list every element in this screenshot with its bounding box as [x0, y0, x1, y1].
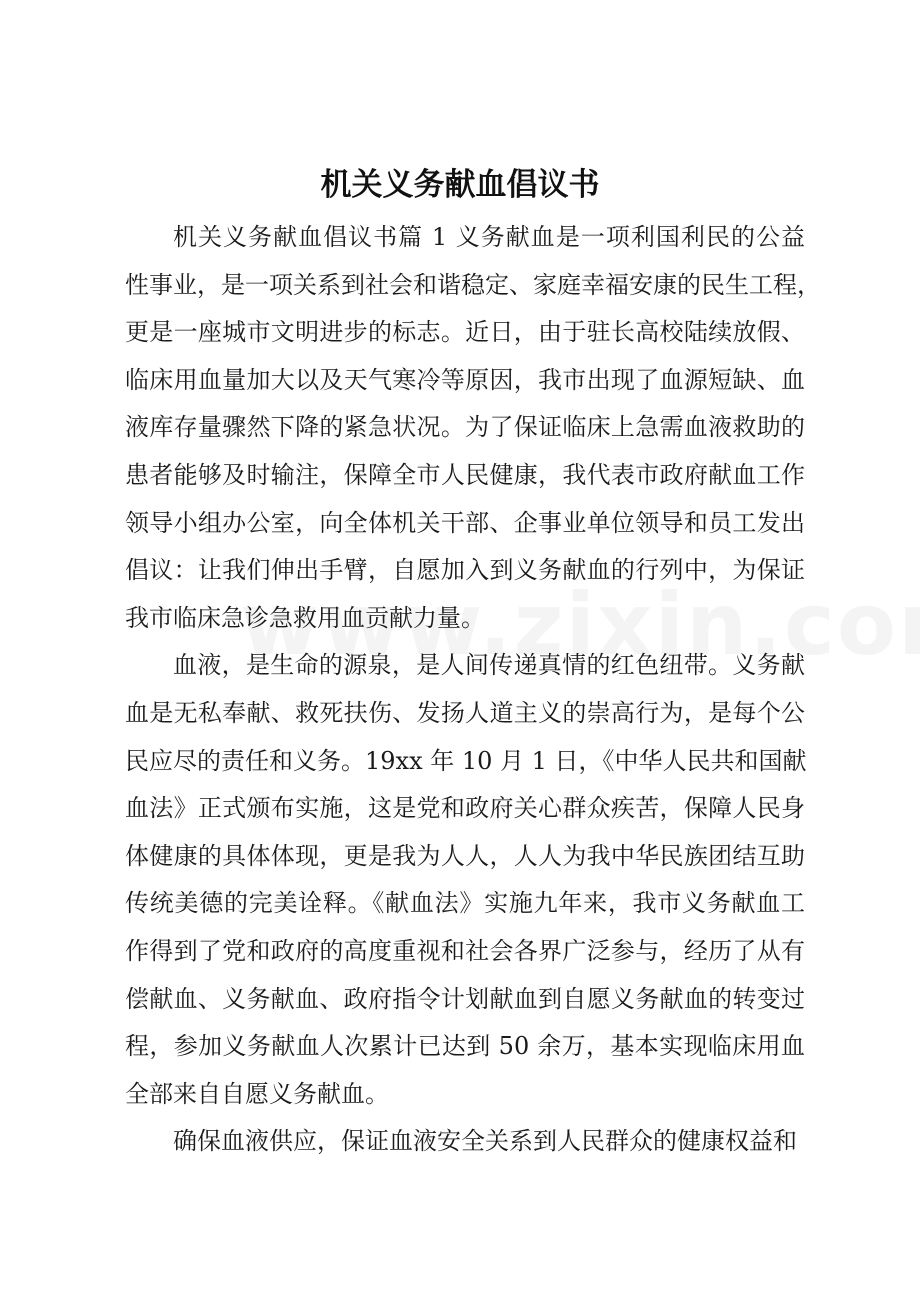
text-line: 民应尽的责任和义务。19xx 年 10 月 1 日，《中华人民共和国献	[125, 746, 807, 775]
text-line: 全部来自自愿义务献血。	[125, 1079, 389, 1108]
text-line: 作得到了党和政府的高度重视和社会各界广泛参与，经历了从有	[125, 936, 805, 965]
text-line: 临床用血量加大以及天气寒冷等原因，我市出现了血源短缺、血	[125, 365, 805, 394]
text-line: 更是一座城市文明进步的标志。近日，由于驻长高校陆续放假、	[125, 318, 805, 347]
text-line: 传统美德的完美诠释。《献血法》实施九年来，我市义务献血工	[125, 889, 805, 918]
paragraph-1	[125, 214, 821, 642]
text-line: 倡议：让我们伸出手臂，自愿加入到义务献血的行列中，为保证	[125, 556, 805, 585]
text-line: 血液，是生命的源泉，是人间传递真情的红色纽带。义务献	[173, 651, 805, 680]
text-line: 偿献血、义务献血、政府指令计划献血到自愿义务献血的转变过	[125, 984, 805, 1013]
text-line: 血法》正式颁布实施，这是党和政府关心群众疾苦，保障人民身	[125, 794, 805, 823]
paragraph-2	[125, 642, 805, 1118]
paragraph-3	[125, 1118, 805, 1166]
text-line: 机关义务献血倡议书篇 1 义务献血是一项利国利民的公益	[173, 223, 805, 251]
text-line: 血是无私奉献、救死扶伤、发扬人道主义的崇高行为，是每个公	[125, 698, 805, 727]
text-line: 液库存量骤然下降的紧急状况。为了保证临床上急需血液救助的	[125, 413, 805, 442]
text-line: 患者能够及时输注，保障全市人民健康，我代表市政府献血工作	[125, 460, 805, 489]
text-line: 确保血液供应，保证血液安全关系到人民群众的健康权益和	[173, 1127, 797, 1156]
document-title: 机关义务献血倡议书	[320, 167, 600, 203]
text-line: 体健康的具体体现，更是我为人人，人人为我中华民族团结互助	[125, 841, 805, 870]
document-body	[125, 214, 821, 1166]
text-line: 程，参加义务献血人次累计已达到 50 余万，基本实现临床用血	[125, 1032, 805, 1061]
text-line: 领导小组办公室，向全体机关干部、企事业单位领导和员工发出	[125, 508, 805, 537]
text-line: 我市临床急诊急救用血贡献力量。	[125, 603, 485, 632]
text-line: 性事业，是一项关系到社会和谐稳定、家庭幸福安康的民生工程，	[125, 270, 821, 299]
